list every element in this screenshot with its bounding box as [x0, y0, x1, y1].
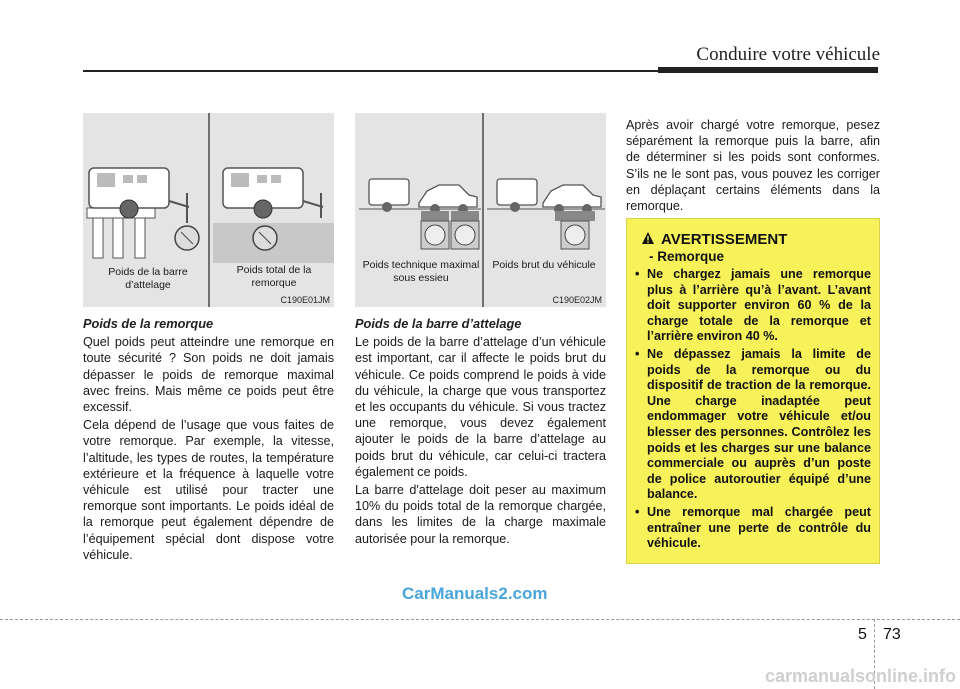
warning-title: AVERTISSEMENT	[661, 231, 788, 248]
warning-box	[626, 218, 880, 564]
list-item: • Ne dépassez jamais la limite de poids de la remorque ou du dispositif de traction de la remorque. Une charge inadaptée peut endommager votre véhicule et/ou blesser des personnes. Contrôlez les poids et les charges sur une balance commerciale ou auprès d’un poste de police autoroutier équipé d’une balance.	[635, 347, 871, 503]
section-weighing	[626, 117, 880, 216]
list-item: • Ne chargez jamais une remorque plus à l’arrière qu’à l’avant. L’avant doit supporter environ 60 % de la charge totale de la remorque et l’arrière environ 40 %.	[635, 267, 871, 345]
figure-label: Poids de la barre d’attelage	[108, 266, 188, 291]
figure-code: C190E02JM	[552, 295, 602, 305]
figure-vehicle-weight	[355, 113, 606, 307]
figure-label: Poids technique maximal sous essieu	[362, 259, 480, 284]
paragraph: La barre d'attelage doit peser au maximum 10% du poids total de la remorque chargée, dans les limites de la charge maximale autorisée pour la remorque.	[355, 483, 606, 546]
paragraph: Cela dépend de l’usage que vous faites de votre remorque. Par exemple, la vitesse, l’altitude, les types de routes, la température extérieure et la fréquence à laquelle votre véhicule est utilisé pour tracter une remorque sont importants. Le poids idéal de la remorque peut également dépendre de l’équipement spécial dont dispose votre véhicule.	[83, 418, 334, 562]
watermark-link[interactable]: CarManuals2.com	[402, 584, 548, 603]
warning-subtitle: - Remorque	[649, 249, 725, 264]
running-header: Conduire votre véhicule	[696, 44, 880, 65]
section-heading: Poids de la remorque	[83, 316, 214, 331]
section-tongue-weight	[355, 316, 606, 549]
header-rule-accent	[658, 67, 878, 73]
warning-triangle-icon	[641, 231, 655, 245]
page-number: 73	[883, 626, 901, 643]
list-item: • Une remorque mal chargée peut entraîner une perte de contrôle du véhicule.	[635, 505, 871, 552]
paragraph: Après avoir chargé votre remorque, pesez séparément la remorque puis la barre, afin de déterminer si les poids sont conformes. S’ils ne le sont pas, vous pouvez les corriger en déplaçant certains éléments dans la remorque.	[626, 118, 880, 214]
section-trailer-weight	[83, 316, 334, 565]
paragraph: Quel poids peut atteindre une remorque en toute sécurité ? Son poids ne doit jamais dépasser le poids de remorque maximal avec freins. Mais même ce poids peut être excessif.	[83, 335, 334, 415]
warning-list	[635, 267, 871, 554]
figure-code: C190E01JM	[280, 295, 330, 305]
figure-label: Poids total de la remorque	[236, 264, 312, 289]
section-heading: Poids de la barre d’attelage	[355, 316, 522, 331]
figure-label: Poids brut du véhicule	[492, 259, 596, 271]
section-number: 5	[858, 626, 867, 643]
paragraph: Le poids de la barre d’attelage d’un véhicule est important, car il affecte le poids brut du véhicule. Ce poids comprend le poids à vide du véhicule, la charge que vous transportez et les occupants du véhicule. Si vous tractez une remorque, vous devez également ajouter le poids de la barre d’attelage au poids brut du véhicule, car celui-ci tractera également ce poids.	[355, 335, 606, 479]
footer-rule	[0, 619, 960, 620]
figure-tongue-weight	[83, 113, 334, 307]
footer-watermark: carmanualsonline.info	[764, 666, 956, 686]
